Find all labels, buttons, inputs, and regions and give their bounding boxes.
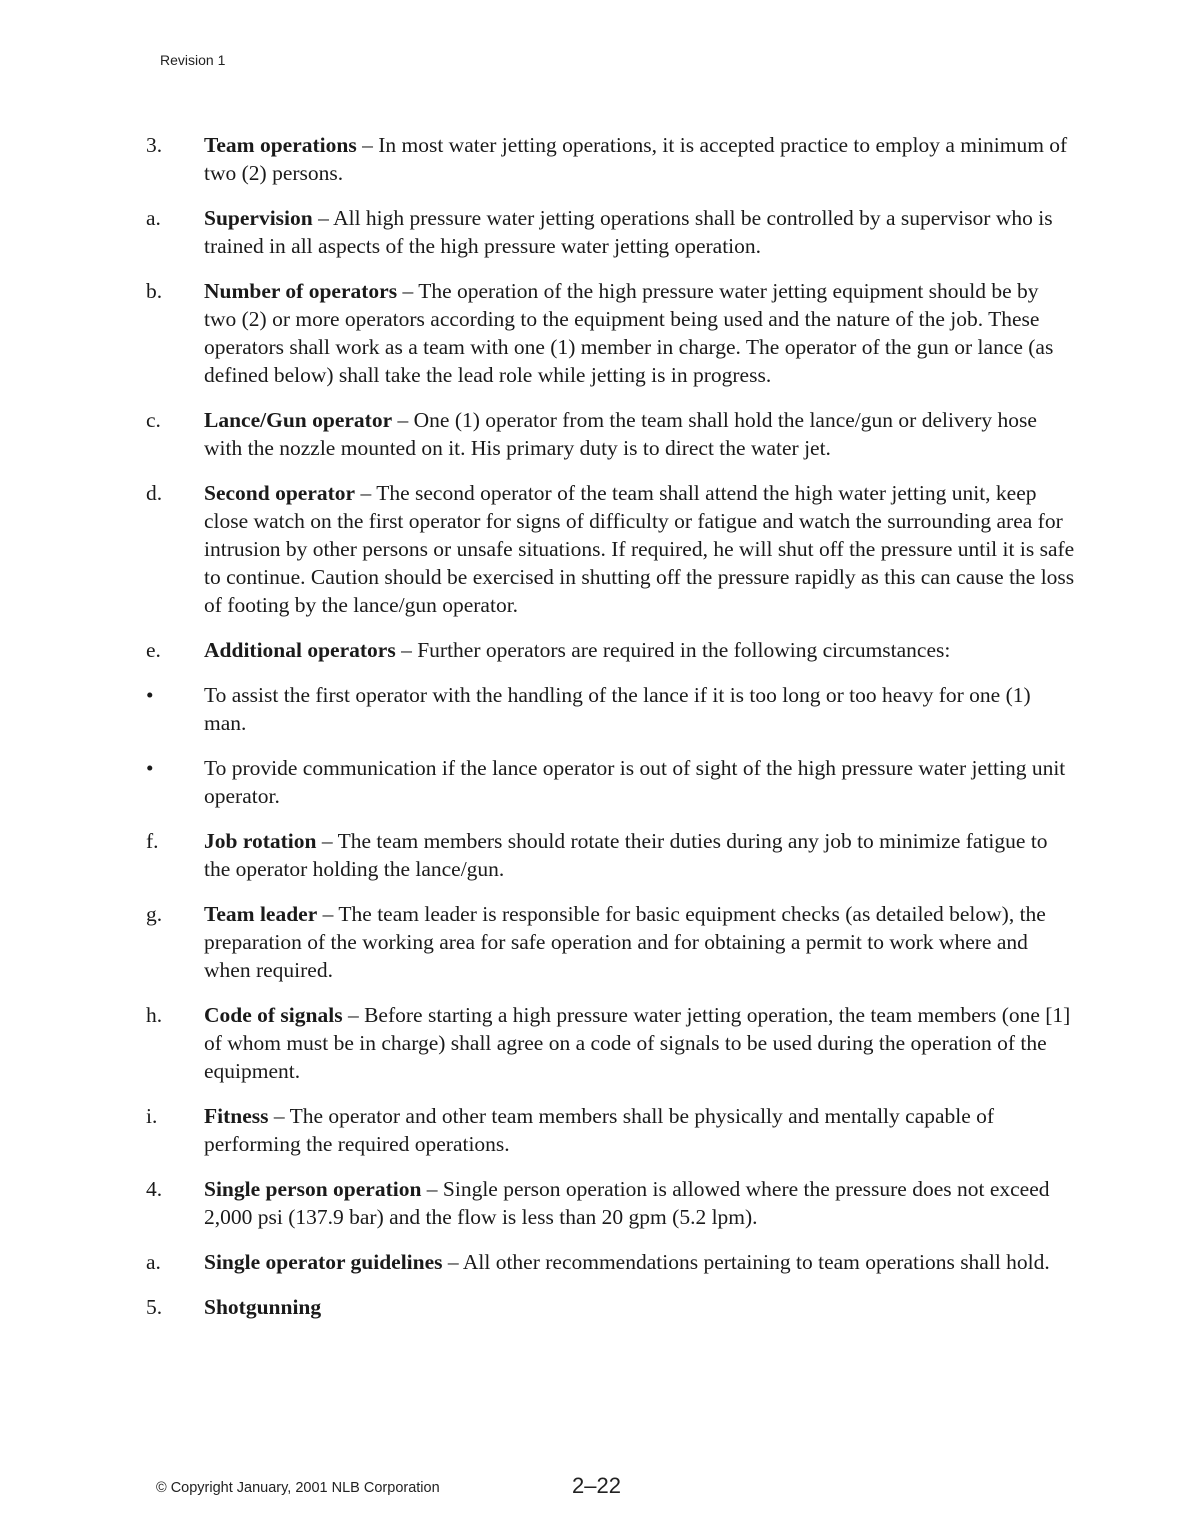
section-item [146, 406, 1076, 462]
item-heading: Team operations [204, 133, 357, 157]
item-marker: 3. [146, 133, 163, 157]
bullet-item [146, 754, 1076, 810]
item-dash: – [316, 829, 338, 853]
item-body [204, 681, 1076, 737]
page-number: 2–22 [572, 1473, 621, 1498]
item-dash: – [355, 481, 377, 505]
bullet-marker: • [146, 756, 154, 780]
item-marker: a. [146, 1250, 161, 1274]
revision-label: Revision 1 [160, 52, 226, 68]
item-body [204, 277, 1076, 389]
item-text: Before starting a high pressure water jetting operation, the team members (one [1] of whom must be in charge) shall agree on a code of signals to be used during the operation of the equipment. [204, 1003, 1071, 1083]
item-text: The team leader is responsible for basic equipment checks (as detailed below), the preparation of the working area for safe operation and for obtaining a permit to work where and when required. [204, 902, 1046, 982]
item-body [204, 204, 1076, 260]
item-text: Further operators are required in the following circumstances: [417, 638, 951, 662]
item-text: To assist the first operator with the handling of the lance if it is too long or too heavy for one (1) man. [204, 683, 1031, 735]
item-dash: – [356, 133, 379, 157]
item-heading: Second operator [204, 481, 356, 505]
item-heading: Fitness [204, 1104, 269, 1128]
item-heading: Shotgunning [204, 1295, 322, 1319]
item-dash: – [317, 902, 339, 926]
item-body [204, 1001, 1076, 1085]
section-item [146, 636, 1076, 664]
item-body [204, 900, 1076, 984]
section-item [146, 479, 1076, 619]
item-dash: – [442, 1250, 463, 1274]
item-dash: – [312, 206, 334, 230]
item-marker: d. [146, 481, 163, 505]
item-marker: a. [146, 206, 161, 230]
item-body [204, 636, 1076, 664]
section-item [146, 277, 1076, 389]
item-dash: – [397, 279, 419, 303]
item-text: To provide communication if the lance operator is out of sight of the high pressure water jetting unit operator. [204, 756, 1066, 808]
section-item [146, 131, 1076, 187]
section-item [146, 1293, 1076, 1321]
item-heading: Number of operators [204, 279, 398, 303]
section-item [146, 204, 1076, 260]
item-marker: g. [146, 902, 163, 926]
item-text: One (1) operator from the team shall hold the lance/gun or delivery hose with the nozzle mounted on it. His primary duty is to direct the water jet. [204, 408, 1037, 460]
section-item [146, 1248, 1076, 1276]
item-text: All high pressure water jetting operations shall be controlled by a supervisor who is trained in all aspects of the high pressure water jetting operation. [204, 206, 1053, 258]
item-heading: Code of signals [204, 1003, 343, 1027]
item-marker: h. [146, 1003, 163, 1027]
section-item [146, 1001, 1076, 1085]
item-dash: – [342, 1003, 365, 1027]
item-text: The operation of the high pressure water jetting equipment should be by two (2) or more operators according to the equipment being used and the nature of the job. These operators shall work as a team with one (1) member in charge. The operator of the gun or lance (as defined below) shall take the lead role while jetting is in progress. [204, 279, 1054, 387]
bullet-item [146, 681, 1076, 737]
item-text: The operator and other team members shall be physically and mentally capable of performing the required operations. [204, 1104, 995, 1156]
item-text: Single person operation is allowed where the pressure does not exceed 2,000 psi (137.9 bar) and the flow is less than 20 gpm (5.2 lpm). [204, 1177, 1050, 1229]
item-marker: e. [146, 638, 161, 662]
section-item [146, 1102, 1076, 1158]
item-text: All other recommendations pertaining to team operations shall hold. [462, 1250, 1050, 1274]
item-heading: Team leader [204, 902, 318, 926]
item-body [204, 754, 1076, 810]
item-dash: – [395, 638, 418, 662]
item-heading: Lance/Gun operator [204, 408, 393, 432]
item-body [204, 1293, 1076, 1321]
bullet-marker: • [146, 683, 154, 707]
item-heading: Single person operation [204, 1177, 422, 1201]
item-body [204, 406, 1076, 462]
item-heading: Additional operators [204, 638, 396, 662]
item-marker: b. [146, 279, 163, 303]
item-marker: c. [146, 408, 161, 432]
section-item [146, 1175, 1076, 1231]
item-marker: 5. [146, 1295, 163, 1319]
item-marker: f. [146, 829, 159, 853]
section-item [146, 900, 1076, 984]
item-body [204, 827, 1076, 883]
item-marker: 4. [146, 1177, 163, 1201]
copyright-notice: © Copyright January, 2001 NLB Corporation [156, 1480, 440, 1496]
item-body [204, 1248, 1076, 1276]
item-body [204, 1175, 1076, 1231]
item-dash: – [268, 1104, 290, 1128]
item-text: In most water jetting operations, it is accepted practice to employ a minimum of two (2) persons. [204, 133, 1068, 185]
item-body [204, 1102, 1076, 1158]
item-text: The second operator of the team shall attend the high water jetting unit, keep close watch on the first operator for signs of difficulty or fatigue and watch the surrounding area for intrusion by other persons or unsafe situations. If required, he will shut off the pressure until it is safe to continue. Caution should be exercised in shutting off the pressure rapidly as this can cause the loss of footing by the lance/gun operator. [204, 481, 1075, 617]
item-text: The team members should rotate their duties during any job to minimize fatigue to the operator holding the lance/gun. [204, 829, 1048, 881]
item-dash: – [421, 1177, 443, 1201]
item-dash: – [392, 408, 414, 432]
item-body [204, 131, 1076, 187]
document-body [146, 131, 1076, 1338]
item-marker: i. [146, 1104, 158, 1128]
item-body [204, 479, 1076, 619]
item-heading: Job rotation [204, 829, 317, 853]
item-heading: Single operator guidelines [204, 1250, 443, 1274]
section-item [146, 827, 1076, 883]
item-heading: Supervision [204, 206, 313, 230]
